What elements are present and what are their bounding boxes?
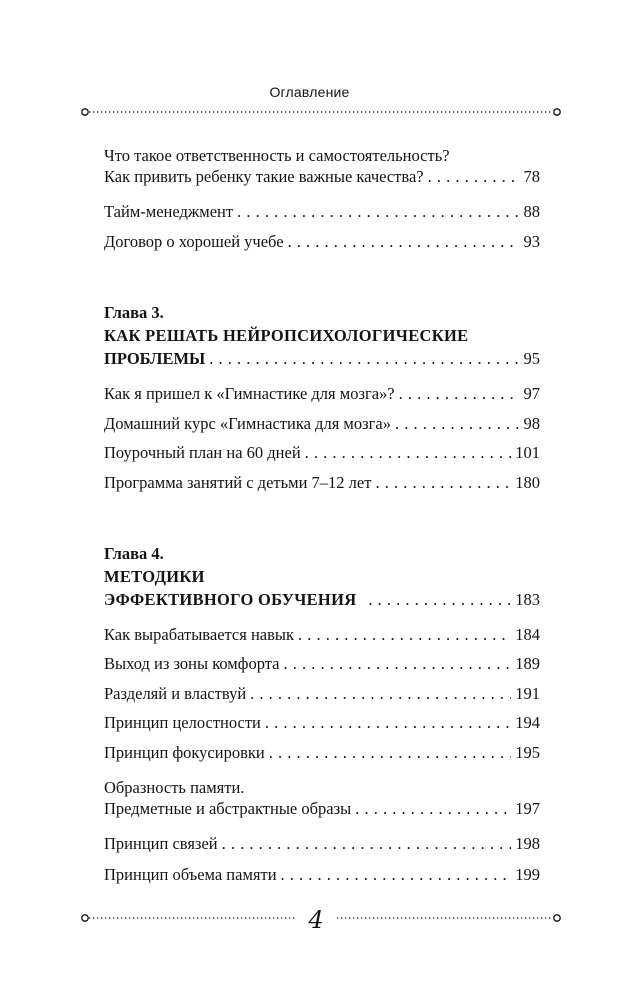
toc-entry-page: 180 bbox=[515, 473, 540, 492]
leader-dots bbox=[250, 683, 511, 705]
toc-entry-title: Договор о хорошей учебе bbox=[104, 232, 284, 251]
chapter4-title-line2: ЭФФЕКТИВНОГО ОБУЧЕНИЯ bbox=[104, 590, 357, 609]
toc-entry-page: 95 bbox=[523, 349, 540, 368]
toc-entry-responsibility[interactable] bbox=[104, 166, 540, 188]
leader-dots bbox=[305, 442, 512, 464]
toc-entry-page: 197 bbox=[515, 799, 540, 818]
leader-dots bbox=[395, 413, 520, 435]
toc-entry-memory-volume[interactable] bbox=[104, 864, 540, 886]
leader-dots bbox=[269, 742, 512, 764]
toc-entry-title: Выход из зоны комфорта bbox=[104, 654, 280, 673]
leader-dots bbox=[288, 231, 520, 253]
toc-entry-title: Принцип фокусировки bbox=[104, 743, 265, 762]
toc-entry-program[interactable] bbox=[104, 472, 540, 494]
toc-entry-contract[interactable] bbox=[104, 231, 540, 253]
page-number: 4 bbox=[296, 906, 336, 934]
leader-dots bbox=[222, 833, 512, 855]
toc-entry-title: Принцип целостности bbox=[104, 713, 261, 732]
toc-entry-page: 183 bbox=[515, 590, 540, 609]
chapter3-title-line1: КАК РЕШАТЬ НЕЙРОПСИХОЛОГИЧЕСКИЕ bbox=[104, 326, 469, 345]
toc-entry-page: 97 bbox=[523, 384, 540, 403]
toc-entry-imagery[interactable] bbox=[104, 798, 540, 820]
toc-entry-comfort-zone[interactable] bbox=[104, 653, 540, 675]
toc-entry-page: 194 bbox=[515, 713, 540, 732]
chapter4-title-line1: МЕТОДИКИ bbox=[104, 567, 205, 586]
toc-entry-page: 195 bbox=[515, 743, 540, 762]
running-header: Оглавление bbox=[269, 84, 350, 100]
toc-entry-focus[interactable] bbox=[104, 742, 540, 764]
toc-chapter4[interactable] bbox=[104, 589, 540, 611]
chapter4-label: Глава 4. bbox=[104, 544, 164, 563]
leader-dots bbox=[375, 472, 511, 494]
leader-dots bbox=[283, 653, 511, 675]
chapter3-title-line2: ПРОБЛЕМЫ bbox=[104, 349, 206, 368]
toc-entry-page: 93 bbox=[523, 232, 540, 251]
toc-entry-title: Тайм-менеджмент bbox=[104, 202, 234, 221]
toc-entry-title: Разделяй и властвуй bbox=[104, 684, 247, 703]
toc-entry-title: Как я пришел к «Гимнастике для мозга»? bbox=[104, 384, 395, 403]
toc-entry-skill[interactable] bbox=[104, 624, 540, 646]
toc-entry-page: 191 bbox=[515, 684, 540, 703]
toc-entry-page: 189 bbox=[515, 654, 540, 673]
leader-dots bbox=[355, 798, 511, 820]
leader-dots bbox=[237, 201, 519, 223]
toc-entry-page: 98 bbox=[523, 414, 540, 433]
header-rule bbox=[80, 106, 562, 118]
toc-entry-integrity[interactable] bbox=[104, 712, 540, 734]
toc-entry-page: 88 bbox=[523, 202, 540, 221]
toc-entry-how-i-came[interactable] bbox=[104, 383, 540, 405]
toc-entry-page: 184 bbox=[515, 625, 540, 644]
toc-entry-title: Принцип связей bbox=[104, 834, 218, 853]
toc-entry-page: 78 bbox=[523, 167, 540, 186]
toc-entry-responsibility-line1: Что такое ответственность и самостоятельность? bbox=[104, 146, 450, 165]
toc-entry-title: Как привить ребенку такие важные качества? bbox=[104, 167, 424, 186]
toc-entry-page: 101 bbox=[515, 443, 540, 462]
toc-entry-time-management[interactable] bbox=[104, 201, 540, 223]
leader-dots bbox=[368, 589, 511, 611]
toc-entry-connections[interactable] bbox=[104, 833, 540, 855]
toc-entry-title: Принцип объема памяти bbox=[104, 865, 277, 884]
toc-entry-page: 198 bbox=[515, 834, 540, 853]
leader-dots bbox=[281, 864, 512, 886]
leader-dots bbox=[265, 712, 511, 734]
toc-entry-title: Поурочный план на 60 дней bbox=[104, 443, 301, 462]
toc-entry-title: Как вырабатывается навык bbox=[104, 625, 295, 644]
toc-chapter3[interactable] bbox=[104, 348, 540, 370]
toc-entry-title: Домашний курс «Гимнастика для мозга» bbox=[104, 414, 391, 433]
leader-dots bbox=[298, 624, 511, 646]
leader-dots bbox=[399, 383, 520, 405]
toc-entry-divide-conquer[interactable] bbox=[104, 683, 540, 705]
leader-dots bbox=[209, 348, 519, 370]
chapter3-label: Глава 3. bbox=[104, 303, 164, 322]
toc-entry-lesson-plan[interactable] bbox=[104, 442, 540, 464]
toc-entry-home-course[interactable] bbox=[104, 413, 540, 435]
toc-entry-title: Предметные и абстрактные образы bbox=[104, 799, 352, 818]
toc-entry-imagery-line1: Образность памяти. bbox=[104, 778, 245, 797]
toc-entry-title: Программа занятий с детьми 7–12 лет bbox=[104, 473, 372, 492]
leader-dots bbox=[428, 166, 520, 188]
toc-entry-page: 199 bbox=[515, 865, 540, 884]
